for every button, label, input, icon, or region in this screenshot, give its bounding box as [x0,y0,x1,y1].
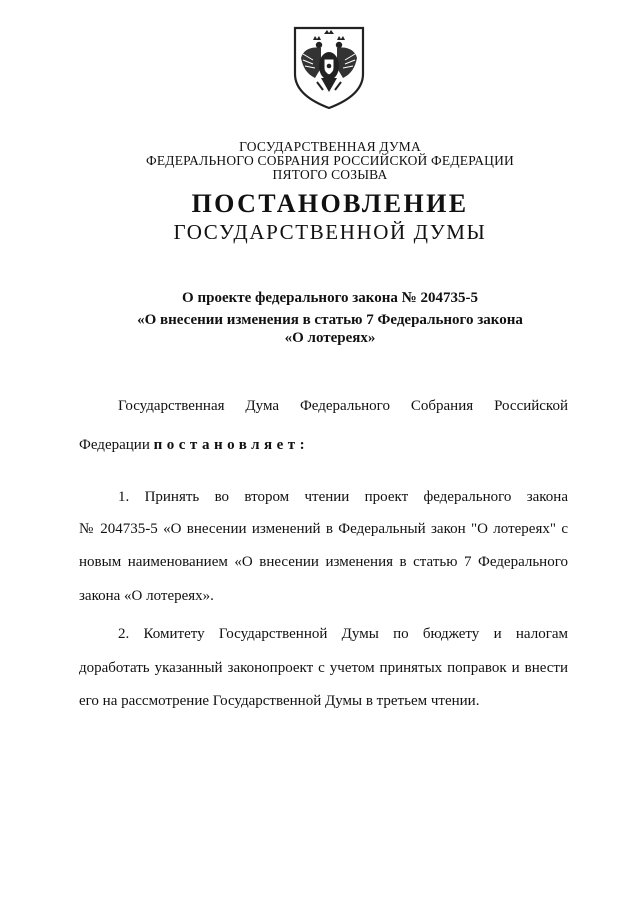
document-subtitle: ГОСУДАРСТВЕННОЙ ДУМЫ [173,220,487,244]
item1-line-4: закона «О лотереях». [79,588,214,604]
document-title: ПОСТАНОВЛЕНИЕ [191,189,469,218]
header-line-1: ГОСУДАРСТВЕННАЯ ДУМА [239,139,421,154]
about-line-1: О проекте федерального закона № 204735-5 [182,290,478,306]
item1-line-1: 1. Принять во втором чтении проект федерального закона [118,489,568,505]
item2-line-3: его на рассмотрение Государственной Думы в третьем чтении. [79,693,480,709]
preamble-line-2 [79,436,309,454]
header-line-3: ПЯТОГО СОЗЫВА [272,167,388,182]
item2-line-1: 2. Комитету Государственной Думы по бюджету и налогам [118,626,568,642]
item1-line-3: новым наименованием «О внесении изменения в статью 7 Федерального [79,554,568,570]
preamble-start: Федерации [79,437,154,453]
about-line-3: «О лотереях» [284,330,376,346]
about-line-2: «О внесении изменения в статью 7 Федерального закона [137,312,523,328]
preamble-line-1: Государственная Дума Федерального Собрания Российской [118,398,568,414]
item1-line-2: № 204735-5 «О внесении изменений в Федеральный закон "О лотереях" с [79,521,568,537]
preamble-verb: постановляет: [153,437,310,453]
coat-of-arms-icon [291,24,367,110]
item2-line-2: доработать указанный законопроект с учетом принятых поправок и внести [79,660,568,676]
header-line-2: ФЕДЕРАЛЬНОГО СОБРАНИЯ РОССИЙСКОЙ ФЕДЕРАЦИИ [146,153,514,168]
